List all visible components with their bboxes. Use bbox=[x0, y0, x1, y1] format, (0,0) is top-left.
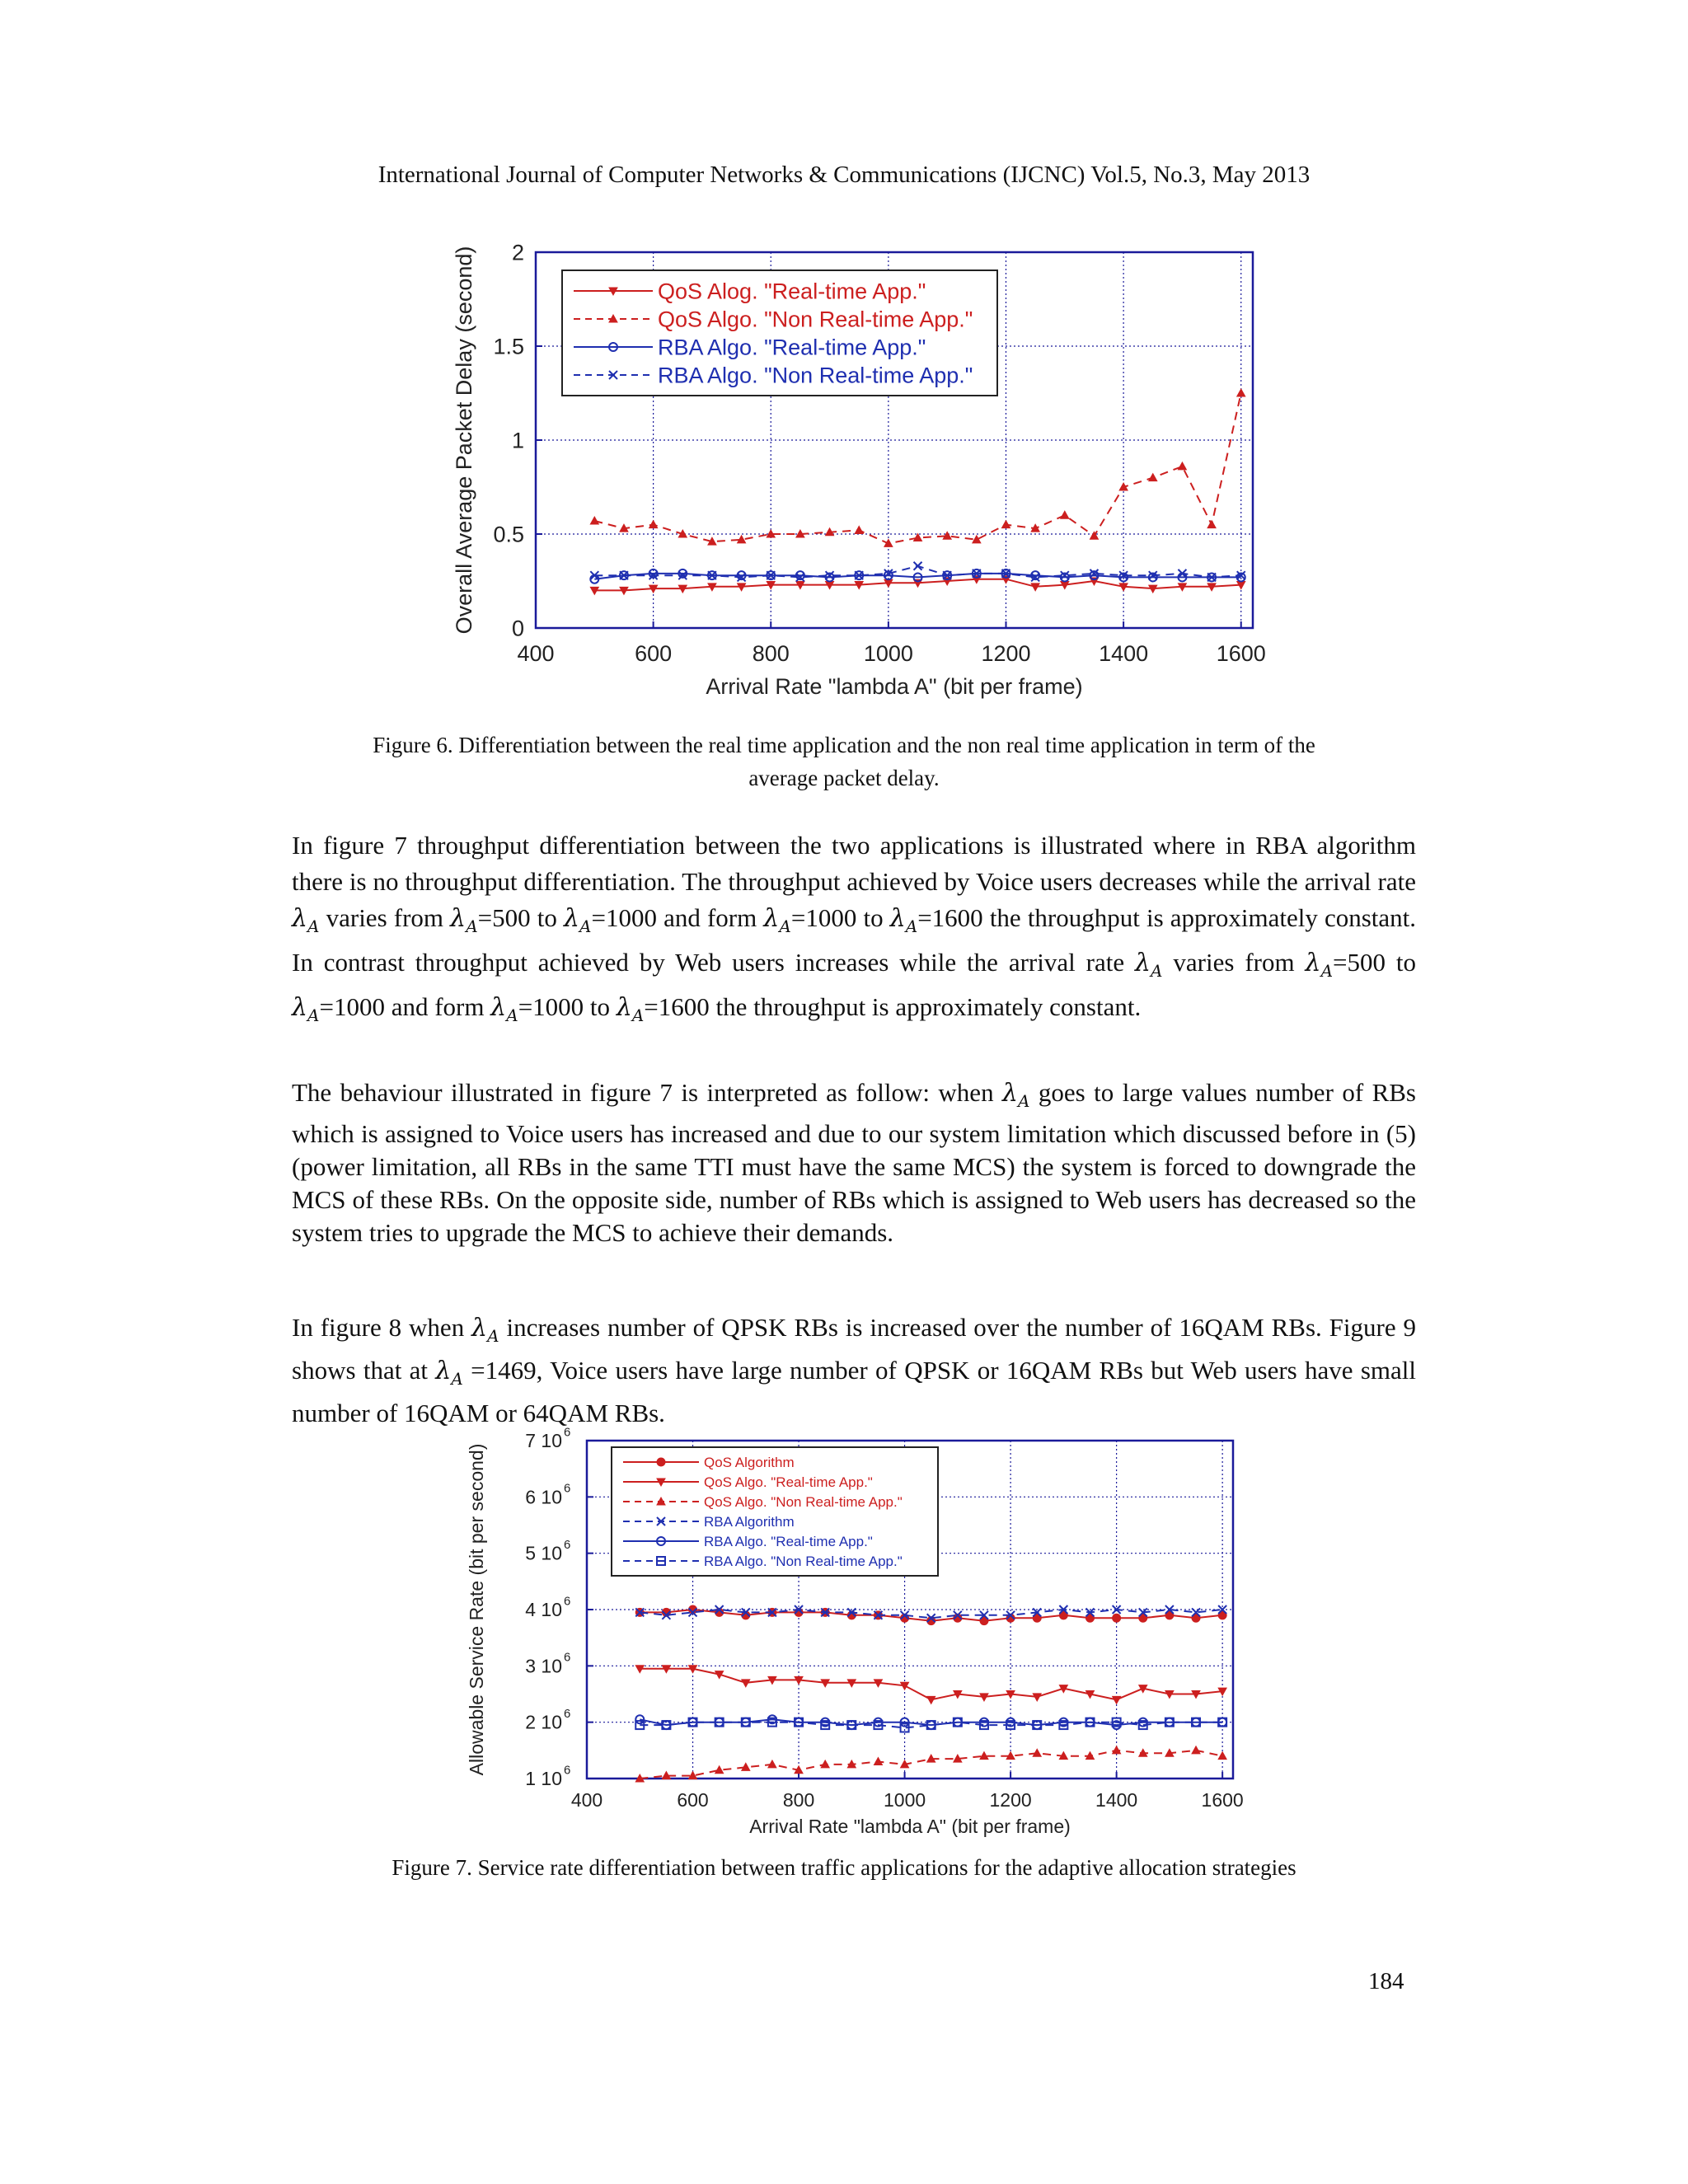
y-tick-label: 1.5 bbox=[493, 334, 524, 359]
x-axis-label: Arrival Rate "lambda A" (bit per frame) bbox=[706, 674, 1083, 699]
y-tick-exponent: 6 bbox=[564, 1481, 571, 1496]
p1-text: =1600 the throughput is approximately constant. In contrast throughput achieved by Web users increases while the arrival rate bbox=[292, 903, 1417, 977]
y-tick-label: 3 10 bbox=[525, 1655, 562, 1677]
x-tick-label: 400 bbox=[517, 641, 555, 666]
y-tick-label: 2 bbox=[511, 240, 524, 265]
y-tick-exponent: 6 bbox=[564, 1425, 571, 1440]
figure-6-caption-line1: Figure 6. Differentiation between the real time application and the non real time application in term of the bbox=[373, 733, 1315, 757]
x-tick-label: 1200 bbox=[981, 641, 1031, 666]
figure-7-caption bbox=[247, 1851, 1441, 1884]
legend bbox=[562, 270, 997, 396]
data-point bbox=[1113, 1614, 1121, 1622]
paragraph-1 bbox=[292, 827, 1416, 1033]
p1-text: =1600 the throughput is approximately constant. bbox=[644, 992, 1142, 1021]
y-tick-label: 0.5 bbox=[493, 522, 524, 547]
legend-label: RBA Algorithm bbox=[704, 1513, 795, 1530]
x-tick-label: 1600 bbox=[1216, 641, 1266, 666]
legend-label: QoS Alog. "Real-time App." bbox=[658, 279, 926, 304]
legend bbox=[612, 1447, 938, 1576]
figure-6-caption bbox=[247, 729, 1441, 794]
legend-label: RBA Algo. "Real-time App." bbox=[658, 335, 926, 360]
legend-label: QoS Algo. "Non Real-time App." bbox=[704, 1493, 903, 1510]
paragraph-3 bbox=[292, 1310, 1416, 1430]
y-tick-label: 2 10 bbox=[525, 1711, 562, 1733]
figure-6-chart bbox=[445, 223, 1286, 717]
p1-text: =1000 to bbox=[518, 992, 611, 1021]
p2-text: The behaviour illustrated in figure 7 is interpreted as follow: when bbox=[292, 1078, 994, 1107]
p3-text: increases number of QPSK RBs is increased over the number of 16QAM RBs. Figure 9 shows that at bbox=[292, 1313, 1417, 1385]
x-axis-label: Arrival Rate "lambda A" (bit per frame) bbox=[749, 1816, 1071, 1837]
y-tick-label: 1 10 bbox=[525, 1768, 562, 1790]
page-number: 184 bbox=[1368, 1968, 1404, 1994]
x-tick-label: 1200 bbox=[989, 1789, 1032, 1811]
p1-text: =500 to bbox=[477, 903, 557, 932]
p1-text: In figure 7 throughput differentiation between the two applications is illustrated where in RBA algorithm there is no throughput differentiation. The throughput achieved by Voice users decreases while the arrival rate bbox=[292, 831, 1416, 896]
y-axis-label: Overall Average Packet Delay (second) bbox=[452, 246, 476, 635]
y-tick-label: 6 10 bbox=[525, 1486, 562, 1508]
p1-text: varies from bbox=[1173, 948, 1295, 977]
lambda-symbol: $\lambda_A$ bbox=[1002, 1079, 1030, 1111]
p1-text: =1000 to bbox=[790, 903, 884, 932]
legend-label: RBA Algo. "Real-time App." bbox=[704, 1533, 873, 1549]
figure-7-caption-line: Figure 7. Service rate differentiation between traffic applications for the adaptive allocation strategies bbox=[392, 1855, 1296, 1880]
lambda-symbol: $\lambda_A$ bbox=[1135, 949, 1163, 981]
p1-text: varies from bbox=[326, 903, 444, 932]
lambda-symbol: $\lambda_A$ bbox=[564, 904, 592, 936]
lambda-symbol: $\lambda_A$ bbox=[763, 904, 791, 936]
x-tick-label: 1000 bbox=[863, 641, 913, 666]
legend-label: QoS Algorithm bbox=[704, 1454, 795, 1470]
lambda-symbol: $\lambda_A$ bbox=[889, 904, 918, 936]
lambda-symbol: $\lambda_A$ bbox=[435, 1357, 463, 1389]
lambda-symbol: $\lambda_A$ bbox=[616, 993, 645, 1025]
p2-text: goes to large values number of RBs which is assigned to Voice users has increased and due to our system limitation which discussed before in (5) (power limitation, all RBs in the same TTI must have the same MCS) the system is forced to downgrade the MCS of these RBs. On the opposite side, number of RBs which is assigned to Web users has decreased so the system tries to upgrade the MCS to achieve their demands. bbox=[292, 1078, 1416, 1247]
y-tick-exponent: 6 bbox=[564, 1650, 571, 1665]
y-tick-exponent: 6 bbox=[564, 1706, 571, 1721]
y-tick-exponent: 6 bbox=[564, 1537, 571, 1552]
journal-header: International Journal of Computer Networks & Communications (IJCNC) Vol.5, No.3, May 2013 bbox=[377, 162, 1311, 188]
lambda-symbol: $\lambda_A$ bbox=[450, 904, 478, 936]
legend-label: RBA Algo. "Non Real-time App." bbox=[658, 363, 973, 388]
p1-text: =1000 and form bbox=[591, 903, 757, 932]
x-tick-label: 1400 bbox=[1095, 1789, 1138, 1811]
y-tick-label: 0 bbox=[511, 616, 524, 641]
x-tick-label: 1600 bbox=[1201, 1789, 1244, 1811]
x-tick-label: 800 bbox=[752, 641, 790, 666]
lambda-symbol: $\lambda_A$ bbox=[292, 993, 320, 1025]
x-tick-label: 400 bbox=[570, 1789, 603, 1811]
y-tick-label: 7 10 bbox=[525, 1430, 562, 1452]
legend-label: RBA Algo. "Non Real-time App." bbox=[704, 1553, 903, 1569]
p1-text: =500 to bbox=[1333, 948, 1417, 977]
x-tick-label: 1400 bbox=[1099, 641, 1149, 666]
y-axis-label: Allowable Service Rate (bit per second) bbox=[466, 1443, 487, 1776]
lambda-symbol: $\lambda_A$ bbox=[490, 993, 518, 1025]
y-tick-exponent: 6 bbox=[564, 1763, 571, 1778]
legend-marker bbox=[657, 1458, 665, 1466]
x-tick-label: 1000 bbox=[883, 1789, 926, 1811]
figure-7-chart bbox=[462, 1416, 1253, 1861]
x-tick-label: 800 bbox=[782, 1789, 815, 1811]
y-tick-label: 5 10 bbox=[525, 1542, 562, 1564]
p3-text: In figure 8 when bbox=[292, 1313, 465, 1342]
lambda-symbol: $\lambda_A$ bbox=[292, 904, 320, 936]
legend-label: QoS Algo. "Real-time App." bbox=[704, 1474, 873, 1490]
y-tick-label: 1 bbox=[511, 428, 524, 453]
x-tick-label: 600 bbox=[677, 1789, 709, 1811]
legend-label: QoS Algo. "Non Real-time App." bbox=[658, 307, 973, 332]
paragraph-2 bbox=[292, 1076, 1416, 1249]
y-tick-exponent: 6 bbox=[564, 1594, 571, 1609]
figure-6-caption-line2: average packet delay. bbox=[748, 766, 940, 790]
lambda-symbol: $\lambda_A$ bbox=[1305, 949, 1334, 981]
x-tick-label: 600 bbox=[635, 641, 673, 666]
p1-text: =1000 and form bbox=[319, 992, 485, 1021]
y-tick-label: 4 10 bbox=[525, 1599, 562, 1621]
lambda-symbol: $\lambda_A$ bbox=[471, 1314, 499, 1346]
p3-text: =1469, Voice users have large number of QPSK or 16QAM RBs but Web users have small number of 16QAM or 64QAM RBs. bbox=[292, 1356, 1417, 1427]
